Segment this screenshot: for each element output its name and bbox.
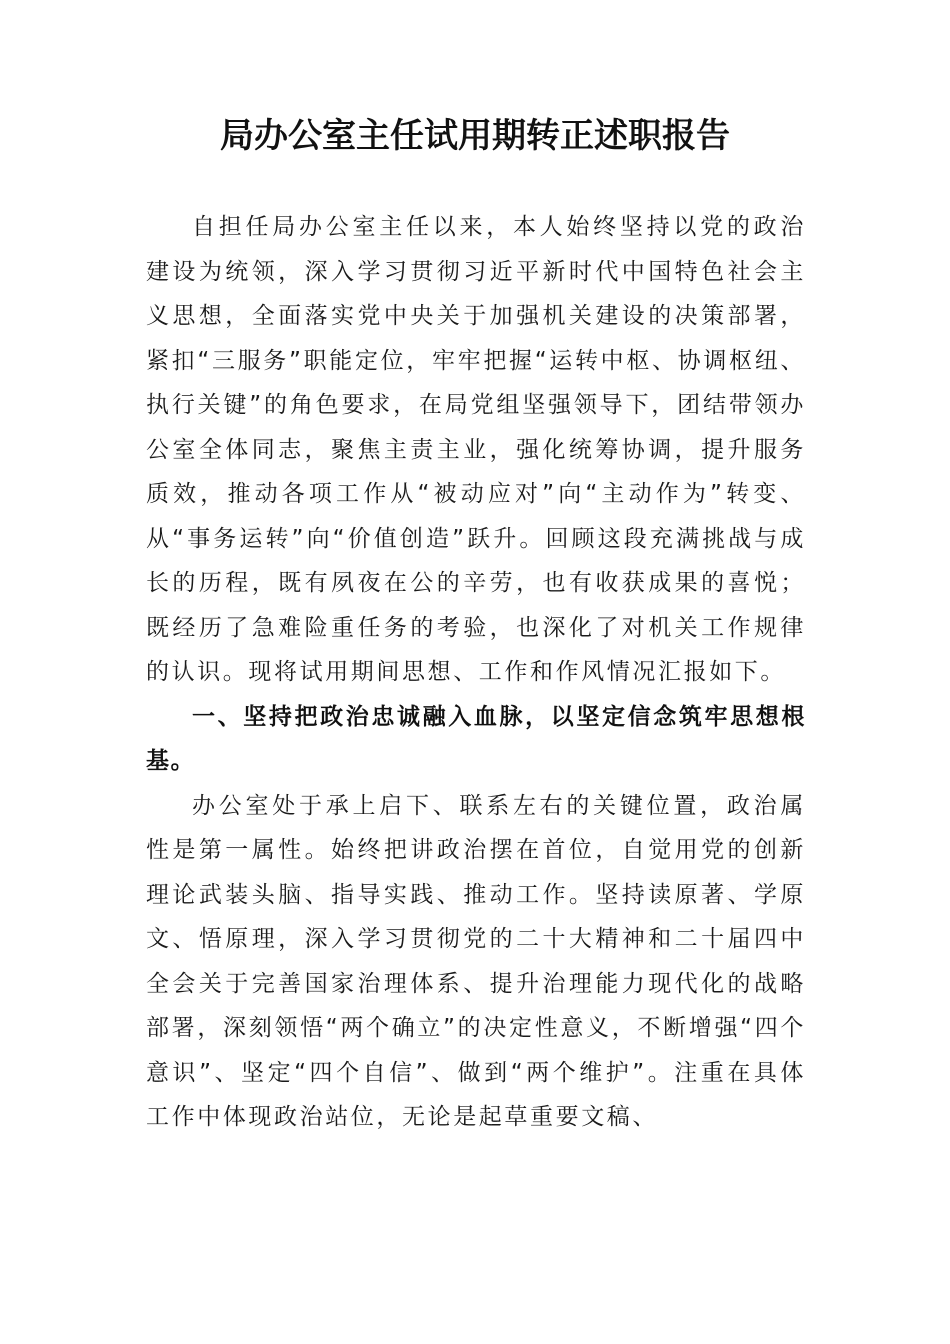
intro-paragraph: 自担任局办公室主任以来，本人始终坚持以党的政治建设为统领，深入学习贯彻习近平新时代中国特色社会主义思想，全面落实党中央关于加强机关建设的决策部署，紧扣“三服务”职能定位，牢牢把握“运转中枢、协调枢纽、执行关键”的角色要求，在局党组坚强领导下，团结带领办公室全体同志，聚焦主责主业，强化统筹协调，提升服务质效，推动各项工作从“被动应对”向“主动作为”转变、从“事务运转”向“价值创造”跃升。回顾这段充满挑战与成长的历程，既有夙夜在公的辛劳，也有收获成果的喜悦；既经历了急难险重任务的考验，也深化了对机关工作规律的认识。现将试用期间思想、工作和作风情况汇报如下。 xyxy=(146,214,806,685)
document-title: 局办公室主任试用期转正述职报告 xyxy=(220,116,730,156)
section-1-paragraph: 办公室处于承上启下、联系左右的关键位置，政治属性是第一属性。始终把讲政治摆在首位，自觉用党的创新理论武装头脑、指导实践、推动工作。坚持读原著、学原文、悟原理，深入学习贯彻党的二十大精神和二十届四中全会关于完善国家治理体系、提升治理能力现代化的战略部署，深刻领悟“两个确立”的决定性意义，不断增强“四个意识”、坚定“四个自信”、做到“两个维护”。注重在具体工作中体现政治站位，无论是起草重要文稿、 xyxy=(146,792,806,1130)
document-body xyxy=(146,205,806,1140)
section-1-heading: 一、坚持把政治忠诚融入血脉，以坚定信念筑牢思想根基。 xyxy=(146,703,806,774)
